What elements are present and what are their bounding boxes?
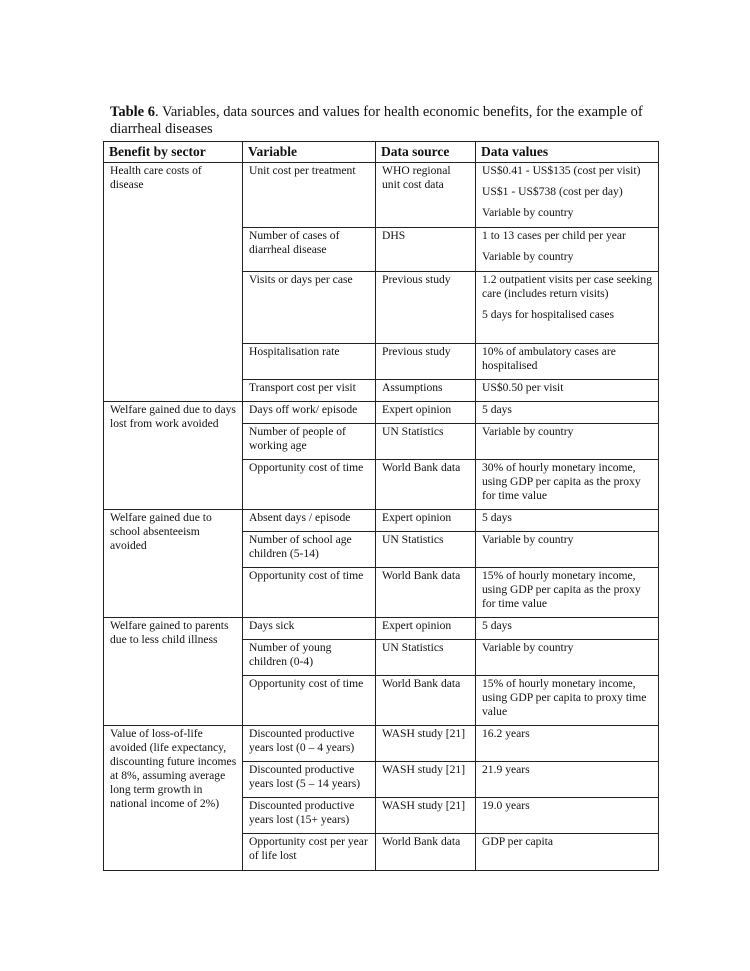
data-values-cell [476,228,659,272]
data-values-cell [476,834,659,871]
data-values-cell [476,424,659,460]
data-values-cell [476,532,659,568]
data-values-cell [476,726,659,762]
data-source-cell: Assumptions [376,380,476,402]
variable-cell: Unit cost per treatment [243,163,376,228]
data-value: US$0.41 - US$135 (cost per visit) [482,164,641,177]
data-source-cell: WASH study [21] [376,762,476,798]
data-source-cell: UN Statistics [376,640,476,676]
data-value: GDP per capita [482,835,554,848]
data-value: Variable by country [482,206,574,219]
data-values-cell [476,510,659,532]
data-value: 1.2 outpatient visits per case seeking care (includes return visits) [482,273,653,300]
data-value: Variable by country [482,425,574,438]
data-values-cell [476,344,659,380]
data-value: 30% of hourly monetary income, using GDP per capita as the proxy for time value [482,461,641,502]
variable-cell: Absent days / episode [243,510,376,532]
table-row [104,402,659,424]
table-body [104,163,659,871]
table-caption-text: . Variables, data sources and values for health economic benefits, for the example of diarrheal diseases [110,104,643,137]
benefit-sector-cell: Welfare gained due to school absenteeism avoided [104,510,243,618]
data-value: 19.0 years [482,799,530,812]
data-value: 15% of hourly monetary income, using GDP per capita as the proxy for time value [482,569,641,610]
data-source-cell: WASH study [21] [376,726,476,762]
data-values-cell [476,676,659,726]
data-value: Variable by country [482,533,574,546]
variable-cell: Number of young children (0-4) [243,640,376,676]
data-values-cell [476,163,659,228]
variable-cell: Days sick [243,618,376,640]
data-values-cell [476,640,659,676]
table-caption-label: Table 6 [110,104,155,120]
data-value: 16.2 years [482,727,530,740]
data-values-cell [476,402,659,424]
data-values-cell [476,272,659,344]
variable-cell: Discounted productive years lost (15+ years) [243,798,376,834]
variable-cell: Number of cases of diarrheal disease [243,228,376,272]
variable-cell: Opportunity cost per year of life lost [243,834,376,871]
data-values-cell [476,618,659,640]
benefits-table [103,141,659,871]
header-data-values: Data values [476,142,659,163]
data-source-cell: Expert opinion [376,402,476,424]
variable-cell: Opportunity cost of time [243,568,376,618]
variable-cell: Visits or days per case [243,272,376,344]
data-value: US$1 - US$738 (cost per day) [482,185,623,198]
header-data-source: Data source [376,142,476,163]
data-values-cell [476,380,659,402]
data-source-cell: Previous study [376,344,476,380]
data-source-cell: UN Statistics [376,532,476,568]
data-source-cell: WASH study [21] [376,798,476,834]
data-source-cell: DHS [376,228,476,272]
data-value: 21.9 years [482,763,530,776]
data-source-cell: UN Statistics [376,424,476,460]
benefit-sector-cell: Health care costs of disease [104,163,243,402]
variable-cell: Number of people of working age [243,424,376,460]
variable-cell: Discounted productive years lost (0 – 4 years) [243,726,376,762]
data-values-cell [476,762,659,798]
header-row [104,142,659,163]
variable-cell: Opportunity cost of time [243,676,376,726]
header-benefit-by-sector: Benefit by sector [104,142,243,163]
data-value: 10% of ambulatory cases are hospitalised [482,345,616,372]
data-source-cell: World Bank data [376,460,476,510]
benefit-sector-cell: Welfare gained due to days lost from work avoided [104,402,243,510]
data-source-cell: Expert opinion [376,618,476,640]
data-values-cell [476,798,659,834]
variable-cell: Days off work/ episode [243,402,376,424]
data-value: 5 days [482,511,512,524]
data-value: 5 days [482,403,512,416]
table-caption [110,104,658,138]
data-value: Variable by country [482,250,574,263]
table-row [104,726,659,762]
data-source-cell: World Bank data [376,568,476,618]
variable-cell: Discounted productive years lost (5 – 14 years) [243,762,376,798]
table-row [104,510,659,532]
data-value: Variable by country [482,641,574,654]
table-row [104,618,659,640]
data-source-cell: Expert opinion [376,510,476,532]
benefit-sector-cell: Welfare gained to parents due to less child illness [104,618,243,726]
data-values-cell [476,460,659,510]
variable-cell: Number of school age children (5-14) [243,532,376,568]
data-source-cell: WHO regional unit cost data [376,163,476,228]
data-source-cell: World Bank data [376,676,476,726]
data-value: US$0.50 per visit [482,381,564,394]
table-row [104,163,659,228]
data-value: 15% of hourly monetary income, using GDP per capita to proxy time value [482,677,647,718]
benefit-sector-cell: Value of loss-of-life avoided (life expectancy, discounting future incomes at 8%, assuming average long term growth in national income of 2%) [104,726,243,871]
header-variable: Variable [243,142,376,163]
data-value: 5 days [482,619,512,632]
variable-cell: Transport cost per visit [243,380,376,402]
data-value: 1 to 13 cases per child per year [482,229,626,242]
data-values-cell [476,568,659,618]
data-source-cell: World Bank data [376,834,476,871]
variable-cell: Hospitalisation rate [243,344,376,380]
data-value: 5 days for hospitalised cases [482,308,615,321]
variable-cell: Opportunity cost of time [243,460,376,510]
data-source-cell: Previous study [376,272,476,344]
